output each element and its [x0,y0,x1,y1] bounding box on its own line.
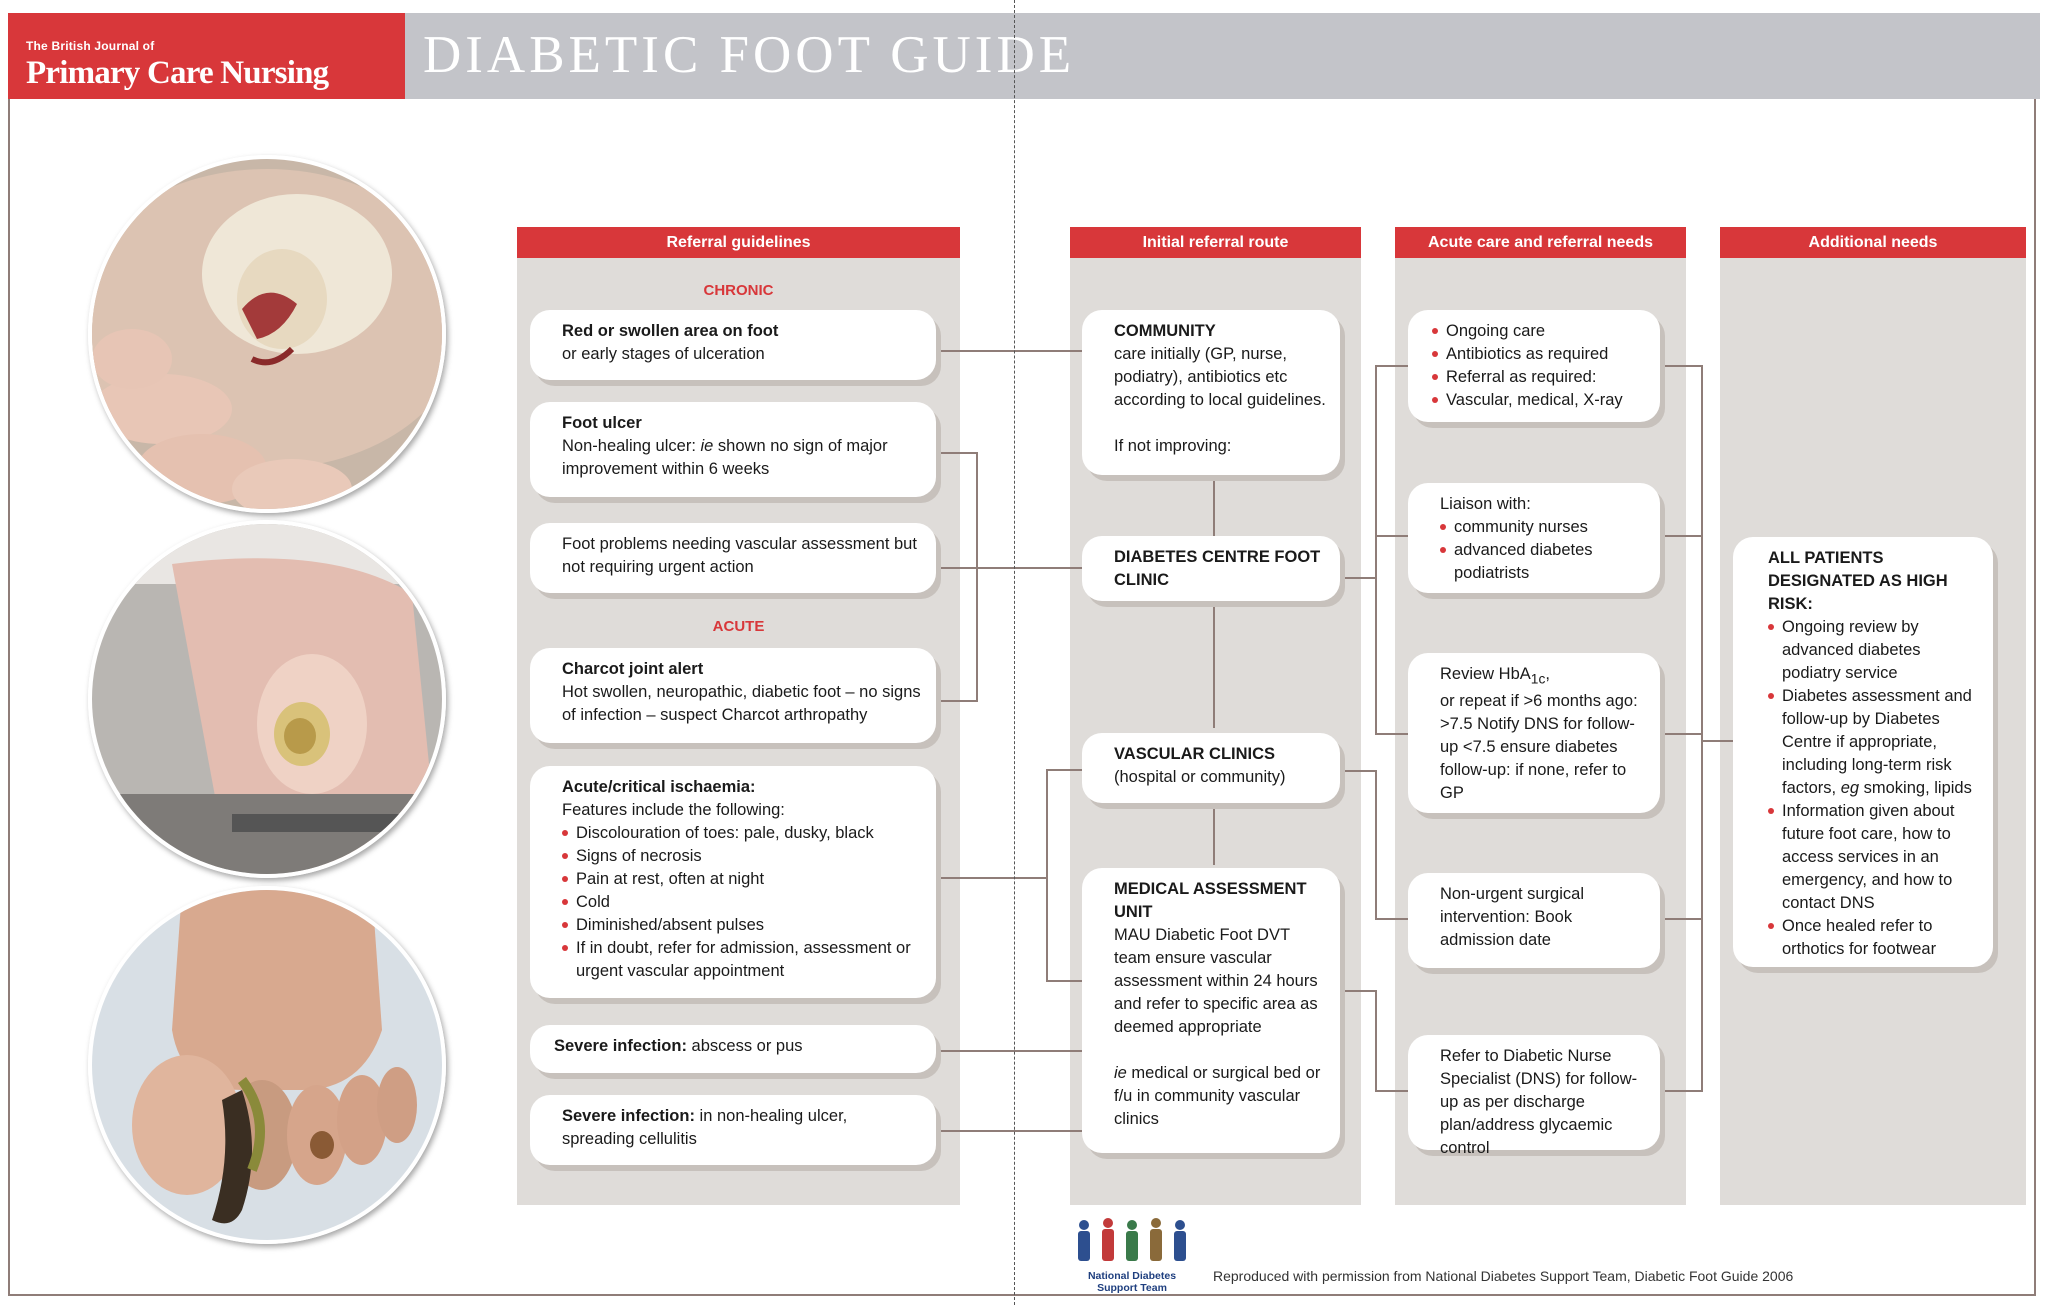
red-swollen-text: or early stages of ulceration [562,345,765,363]
ndst-name-1: National Diabetes [1087,1270,1177,1282]
surgical-intervention-box [1408,873,1660,968]
dns-referral-text: Refer to Diabetic Nurse Specialist (DNS) for follow-up as per discharge plan/address glycaemic control [1440,1047,1638,1157]
vascular-clinics-box [1082,733,1340,803]
list-item: Discolouration of toes: pale, dusky, black [562,822,922,845]
hba1c-review-heading: Review HbA$_{1c}$, [1440,665,1550,687]
red-swollen-box [530,310,936,380]
team-figures-icon [1068,1215,1196,1265]
connector [1375,990,1377,1092]
hba1c-review-text: or repeat if >6 months ago: >7.5 Notify DNS for follow-up <7.5 ensure diabetes follow-up: if none, refer to GP [1440,692,1638,803]
journal-name: Primary Care Nursing [26,55,329,91]
list-item: Pain at rest, often at night [562,868,922,891]
connector [1375,733,1410,735]
mau-title: MEDICAL ASSESSMENT UNIT [1114,880,1307,921]
vascular-assessment-box [530,523,936,593]
list-item: advanced diabetes podiatrists [1440,539,1646,585]
initial-header: Initial referral route [1070,227,1361,258]
foot-ulcer-photo [88,155,446,513]
connector [1046,769,1085,771]
additional-header: Additional needs [1720,227,2026,258]
high-risk-list [1768,616,1979,961]
connector [1046,769,1048,982]
ndst-name-2: Support Team [1097,1282,1167,1294]
connector [1660,733,1703,735]
connector [1046,980,1085,982]
charcot-box [530,648,936,743]
red-swollen-title: Red or swollen area on foot [562,322,779,340]
gangrene-foot-image [92,890,442,1240]
connector [1375,535,1410,537]
page-title: DIABETIC FOOT GUIDE [423,26,1076,84]
connector [936,1050,1085,1052]
charcot-title: Charcot joint alert [562,660,704,678]
list-item: Diabetes assessment and follow-up by Diabetes Centre if appropriate, including long-term risk factors, eg smoking, lipids [1768,685,1979,800]
connector [1375,918,1410,920]
mau-text: MAU Diabetic Foot DVT team ensure vascular assessment within 24 hours and refer to specific area as deemed appropriate [1114,926,1318,1036]
ischaemia-box [530,766,936,998]
list-item: If in doubt, refer for admission, assessment or urgent vascular appointment [562,937,922,983]
acute-header: Acute care and referral needs [1395,227,1686,258]
list-item: Once healed refer to orthotics for footwear [1768,915,1979,961]
connector [1375,1090,1410,1092]
list-item: Diminished/absent pulses [562,914,922,937]
community-title: COMMUNITY [1114,322,1216,340]
connector [936,700,978,702]
vascular-clinics-title: VASCULAR CLINICS [1114,745,1276,763]
community-text: care initially (GP, nurse, podiatry), antibiotics etc according to local guidelines. [1114,345,1326,409]
diabetes-centre-foot-clinic-box [1082,536,1340,601]
community-if-not-improving: If not improving: [1114,437,1232,455]
high-risk-box [1733,537,1993,967]
heel-ulcer-image [92,524,442,874]
list-item: community nurses [1440,516,1646,539]
section-acute: ACUTE [712,618,765,635]
connector [1340,577,1377,579]
connector [1660,365,1703,367]
list-item: Signs of necrosis [562,845,922,868]
surgical-intervention-text: Non-urgent surgical intervention: Book admission date [1440,885,1584,949]
severe-infection-abscess-text: Severe infection: abscess or pus [554,1037,803,1055]
list-item: Ongoing care [1432,320,1646,343]
connector [1660,1090,1703,1092]
vascular-assessment-text: Foot problems needing vascular assessment but not requiring urgent action [562,535,917,576]
severe-infection-ulcer-text: Severe infection: in non-healing ulcer, spreading cellulitis [562,1107,848,1148]
permission-credit: Reproduced with permission from National Diabetes Support Team, Diabetic Foot Guide 2006 [1213,1268,1794,1284]
ischaemia-title: Acute/critical ischaemia: [562,778,756,796]
title-bar [405,13,2040,99]
ongoing-care-box [1408,310,1660,422]
foot-ulcer-title: Foot ulcer [562,414,642,432]
connector [976,452,978,702]
ischaemia-intro: Features include the following: [562,801,785,819]
connector [936,877,1048,879]
severe-infection-ulcer-box [530,1095,936,1165]
high-risk-title: ALL PATIENTS DESIGNATED AS HIGH RISK: [1768,549,1948,613]
referral-header: Referral guidelines [517,227,960,258]
list-item: Cold [562,891,922,914]
dns-referral-box [1408,1035,1660,1157]
medical-assessment-unit-box [1082,868,1340,1153]
connector [1340,990,1377,992]
connector [1660,535,1703,537]
connector [1213,805,1215,865]
section-chronic: CHRONIC [703,282,774,299]
connector [1375,365,1377,735]
gangrene-foot-photo [88,886,446,1244]
charcot-text: Hot swollen, neuropathic, diabetic foot – no signs of infection – suspect Charcot arthropathy [562,683,921,724]
page-fold-line [1014,0,1015,1305]
vascular-clinics-text: (hospital or community) [1114,768,1286,786]
connector [936,452,978,454]
list-item: Referral as required: [1432,366,1646,389]
connector [1660,918,1703,920]
community-box [1082,310,1340,475]
connector [1213,480,1215,540]
connector [1213,598,1215,728]
foot-ulcer-text: Non-healing ulcer: ie shown no sign of major improvement within 6 weeks [562,437,888,478]
ongoing-care-list [1432,320,1646,412]
journal-logo [8,13,405,99]
ischaemia-list [562,822,922,983]
list-item: Information given about future foot care, how to access services in an emergency, and how to contact DNS [1768,800,1979,915]
connector [936,567,1085,569]
liaison-title: Liaison with: [1440,495,1531,513]
heel-ulcer-photo [88,520,446,878]
connector [1375,365,1410,367]
ndst-logo [1068,1215,1196,1294]
hba1c-review-box [1408,653,1660,813]
liaison-box [1408,483,1660,593]
diabetes-centre-foot-clinic-title: DIABETES CENTRE FOOT CLINIC [1114,548,1321,589]
list-item: Antibiotics as required [1432,343,1646,366]
mau-text-2: ie medical or surgical bed or f/u in community vascular clinics [1114,1064,1321,1128]
foot-ulcer-image [92,159,442,509]
liaison-list [1440,516,1646,585]
connector [1701,365,1703,1092]
connector [936,350,1085,352]
connector [1375,770,1377,920]
journal-subtitle: The British Journal of [26,39,155,53]
foot-ulcer-box [530,402,936,497]
list-item: Ongoing review by advanced diabetes podiatry service [1768,616,1979,685]
connector [1340,770,1377,772]
connector [1701,740,1736,742]
list-item: Vascular, medical, X-ray [1432,389,1646,412]
severe-infection-abscess-box [530,1025,936,1073]
connector [936,1130,1085,1132]
